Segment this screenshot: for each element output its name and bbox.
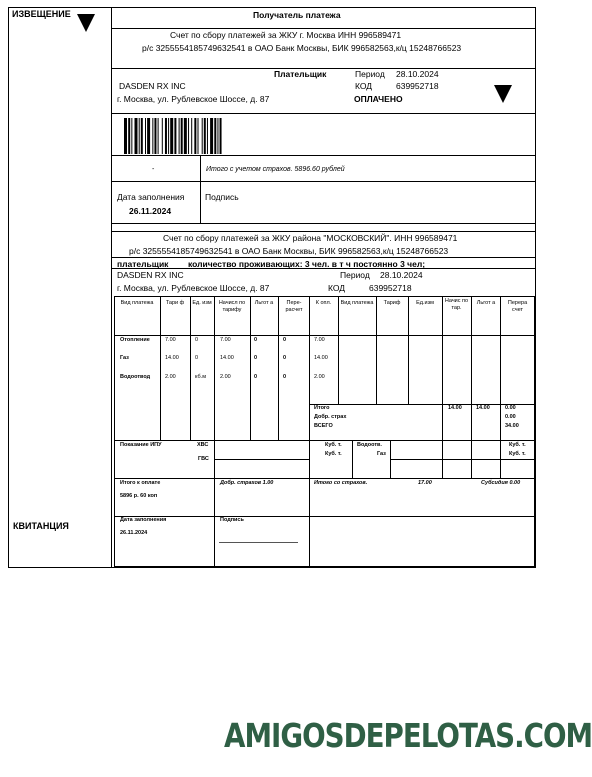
row-unit: кб.м (195, 374, 206, 380)
row-pay: 7.00 (314, 337, 325, 343)
arrow-down-icon (77, 14, 95, 32)
divider (309, 296, 310, 440)
code-value: 639952718 (396, 81, 439, 91)
divider (190, 296, 191, 440)
barcode (124, 118, 244, 154)
col-header: Начисл по тарифу (218, 300, 246, 313)
meter-cold: ГВС (198, 456, 209, 462)
row-name: Водоотвод (120, 374, 151, 380)
divider (500, 296, 501, 440)
residents-count: количество проживающих: 3 чел. в т ч постоянно 3 чел; (188, 259, 426, 269)
row-pay: 2.00 (314, 374, 325, 380)
row-name: Газ (120, 355, 129, 361)
col-header: Льгот а (254, 300, 274, 306)
totals-label: Итого (314, 405, 330, 411)
row-charged: 2.00 (220, 374, 231, 380)
divider (111, 181, 536, 182)
row-recalc: 0 (283, 355, 287, 361)
divider (338, 296, 339, 404)
row-tariff: 14.00 (165, 355, 179, 361)
divider (309, 478, 310, 567)
row-pay: 14.00 (314, 355, 328, 361)
col-header: Ед. изм (192, 300, 212, 306)
signature-line (219, 542, 298, 543)
col-header: Перера счет (507, 300, 528, 313)
col-header: Начис по тар. (444, 298, 469, 311)
arrow-down-icon (494, 85, 512, 103)
divider (114, 478, 535, 479)
period-value-2: 28.10.2024 (380, 270, 423, 280)
col-header: Вид платежа (340, 300, 374, 306)
divider (160, 296, 161, 440)
with-insurance-value: 17.00 (418, 480, 432, 486)
divider (111, 257, 536, 258)
divider (111, 28, 536, 29)
divider (111, 268, 536, 269)
row-tariff: 2.00 (165, 374, 176, 380)
meter-cubic: Куб. т. (325, 451, 342, 457)
divider (214, 296, 215, 440)
divider (376, 296, 377, 404)
fill-date-label: Дата заполнения (117, 192, 185, 202)
receipt-label: КВИТАНЦИЯ (13, 521, 69, 531)
fill-date-value: 26.11.2024 (129, 206, 172, 216)
paid-stamp: ОПЛАЧЕНО (354, 94, 403, 104)
row-name: Отопление (120, 337, 150, 343)
totals-recalc: 0.00 (505, 414, 516, 420)
row-recalc: 0 (283, 337, 287, 343)
code-value-2: 639952718 (369, 283, 412, 293)
payment-purpose-2: Счет по сбору платежей за ЖКУ района "МОСКОВСКИЙ". ИНН 996589471 (163, 233, 458, 243)
divider (111, 231, 536, 232)
col-header: Вид платежа (120, 300, 154, 306)
row-benefit: 0 (254, 337, 258, 343)
meter-cubic: Куб. т. (509, 451, 526, 457)
row-tariff: 7.00 (165, 337, 176, 343)
divider (352, 440, 353, 478)
meter-cubic: Куб. т. (325, 442, 342, 448)
row-charged: 7.00 (220, 337, 231, 343)
payment-purpose: Счет по сбору платежей за ЖКУ г. Москва ИНН 996589471 (170, 30, 402, 40)
payer-address-2: г. Москва, ул. Рублевское Шоссе, д. 87 (117, 283, 270, 293)
totals-recalc: 0.00 (505, 405, 516, 411)
col-header: Тари ф (165, 300, 185, 306)
code-label: КОД (355, 81, 373, 91)
divider (408, 296, 409, 404)
col-header: Тариф (383, 300, 401, 306)
meter-cubic: Куб. т. (509, 442, 526, 448)
signature-label-2: Подпись (220, 517, 244, 523)
dash-cell: - (152, 166, 155, 173)
divider (214, 459, 309, 460)
total-due-label: Итого к оплате (120, 480, 161, 486)
bank-account: р/с 3255554185749632541 в ОАО Банк Москвы, БИК 996582563,к/ц 15248766523 (142, 43, 462, 53)
row-benefit: 0 (254, 374, 258, 380)
row-charged: 14.00 (220, 355, 234, 361)
divider (278, 296, 279, 440)
period-label: Период (355, 69, 385, 79)
row-unit: 0 (195, 355, 199, 361)
divider (114, 516, 535, 517)
col-header: К опл. (315, 300, 332, 306)
signature-label: Подпись (205, 192, 239, 202)
period-value: 28.10.2024 (396, 69, 439, 79)
row-recalc: 0 (283, 374, 287, 380)
meter-water: Водоотв. (357, 442, 382, 448)
totals-benefit: 14.00 (476, 405, 490, 411)
bank-account-2: р/с 3255554185749632541 в ОАО Банк Москвы, БИК 996582563,к/ц 15248766523 (129, 246, 449, 256)
left-column-divider (111, 7, 112, 568)
divider (214, 478, 215, 567)
fill-date-label-2: Дата заполнения (120, 517, 167, 523)
payer-label: Плательщик (274, 69, 327, 79)
divider (309, 404, 535, 405)
payer-name-2: DASDEN RX INC (117, 270, 184, 280)
payer-address: г. Москва, ул. Рублевское Шоссе, д. 87 (117, 94, 270, 104)
divider (309, 440, 310, 478)
period-label-2: Период (340, 270, 370, 280)
total-due-value: 5896 р. 60 коп (120, 493, 158, 499)
divider (442, 296, 443, 440)
subsidy: Субсидия 0.00 (481, 480, 521, 486)
notice-label: ИЗВЕЩЕНИЕ (12, 9, 71, 19)
payer-name: DASDEN RX INC (119, 81, 186, 91)
totals-label: ВСЕГО (314, 423, 333, 429)
col-header: Пере-расчет (285, 300, 303, 313)
row-unit: 0 (195, 337, 199, 343)
recipient-header: Получатель платежа (253, 10, 341, 20)
total-with-insurance: Итого с учетом страхов. 5896.60 рублей (206, 166, 345, 173)
divider (250, 296, 251, 440)
code-label-2: КОД (328, 283, 346, 293)
divider (200, 155, 201, 223)
col-header: Ед.изм (416, 300, 434, 306)
meter-label: Показание ИПУ (120, 442, 162, 448)
divider (111, 223, 536, 224)
totals-label: Добр. страх (314, 414, 347, 420)
totals-recalc: 34.00 (505, 423, 519, 429)
col-header: Льгот а (476, 300, 496, 306)
insurance-amount: Добр. страхов 1.00 (220, 480, 274, 486)
with-insurance-label: Итого со страхов. (314, 480, 368, 486)
divider (111, 113, 536, 114)
site-watermark: AMIGOSDEPELOTAS.COM (224, 716, 592, 755)
row-benefit: 0 (254, 355, 258, 361)
divider (111, 155, 536, 156)
fill-date-value-2: 26.11.2024 (120, 530, 148, 536)
divider (471, 296, 472, 440)
meter-hot: ХВС (197, 442, 209, 448)
meter-gas: Газ (377, 451, 386, 457)
divider (390, 459, 535, 460)
payer-label-2: плательщик (117, 259, 169, 269)
totals-charged: 14.00 (448, 405, 462, 411)
